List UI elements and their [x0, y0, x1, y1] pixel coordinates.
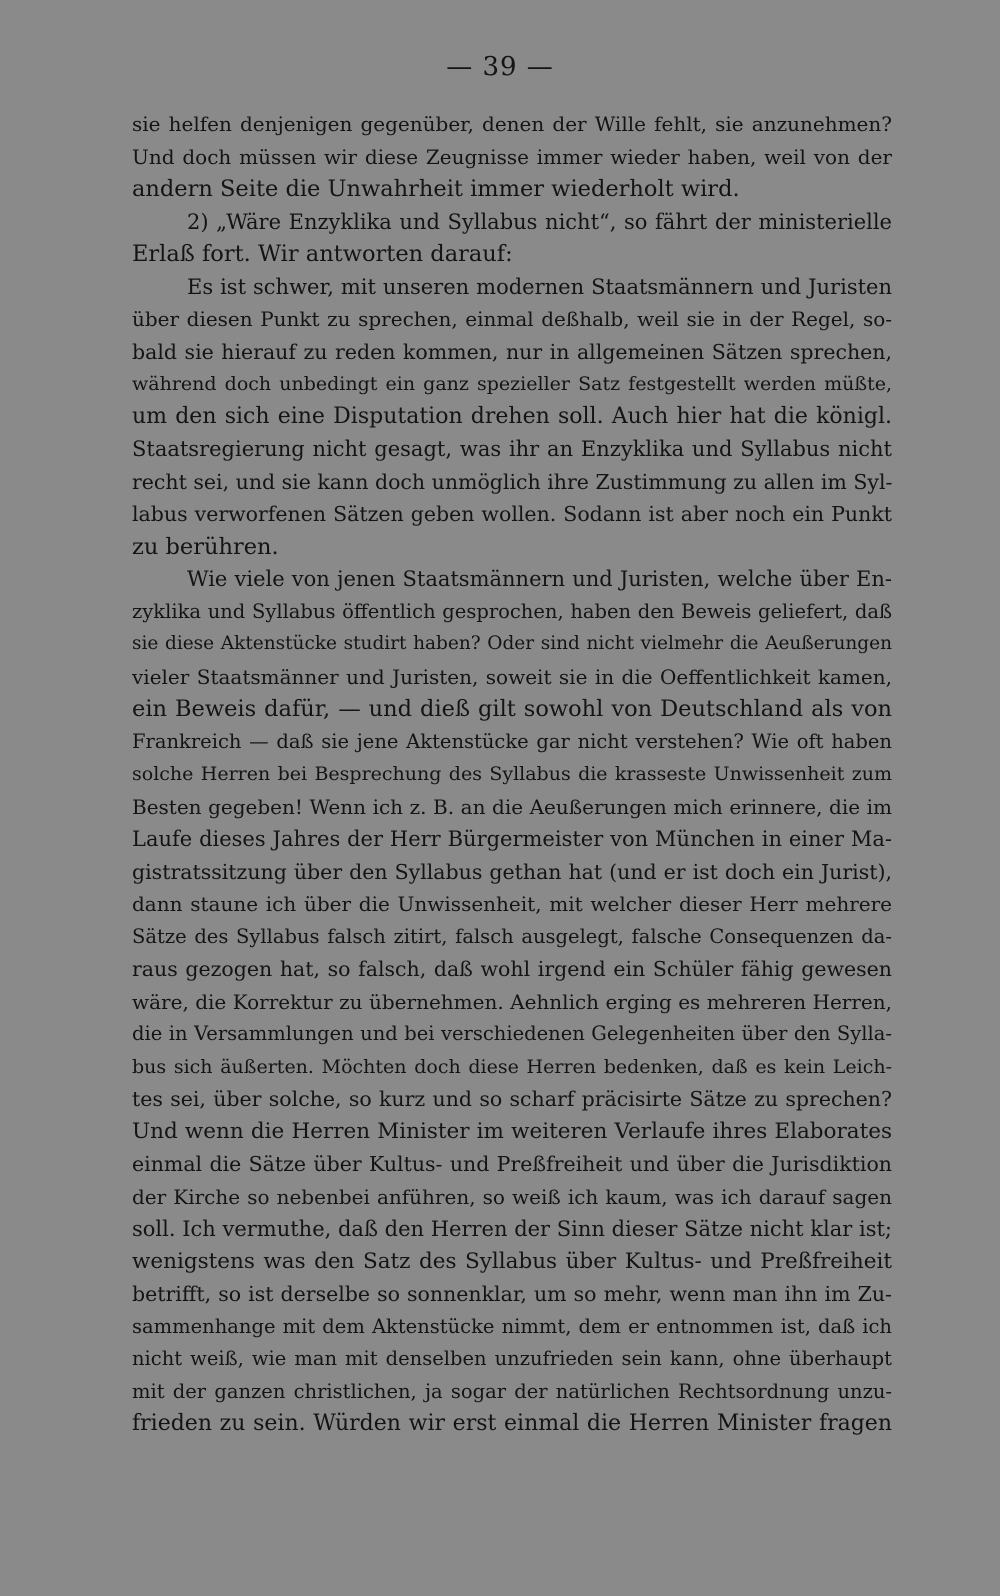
text-line: zu berühren.: [132, 533, 279, 560]
text-line: der Kirche so nebenbei anführen, so weiß ich kaum, was ich darauf sagen: [132, 1184, 892, 1209]
text-line: Erlaß fort. Wir antworten darauf:: [132, 241, 513, 267]
text-line: Frankreich — daß sie jene Aktenstücke gar nicht verstehen? Wie oft haben: [132, 729, 892, 753]
text-line: ein Beweis dafür, — und dieß gilt sowohl von Deutschland als von: [132, 696, 892, 722]
text-line: einmal die Sätze über Kultus- und Preßfreiheit und über die Jurisdiktion: [132, 1152, 892, 1176]
text-line: Besten gegeben! Wenn ich z. B. an die Aeußerungen mich erinnere, die im: [132, 794, 892, 819]
text-line: Es ist schwer, mit unseren modernen Staatsmännern und Juristen: [187, 274, 892, 299]
text-line: die in Versammlungen und bei verschiedenen Gelegenheiten über den Sylla-: [132, 1022, 892, 1045]
text-line: Und wenn die Herren Minister im weiteren Verlaufe ihres Elaborates: [132, 1118, 892, 1144]
text-line: raus gezogen hat, so falsch, daß wohl irgend ein Schüler fähig gewesen: [132, 957, 892, 981]
text-line: Wie viele von jenen Staatsmännern und Juristen, welche über En-: [187, 567, 892, 591]
text-line: gistratssitzung über den Syllabus gethan hat (und er ist doch ein Jurist),: [132, 859, 892, 884]
text-line: andern Seite die Unwahrheit immer wiederholt wird.: [132, 176, 740, 202]
text-line: bus sich äußerten. Möchten doch diese Herren bedenken, daß es kein Leich-: [132, 1055, 892, 1078]
text-line: vieler Staatsmänner und Juristen, soweit sie in die Oeffentlichkeit kamen,: [132, 664, 892, 689]
text-line: 2) „Wäre Enzyklika und Syllabus nicht“, so fährt der ministerielle: [187, 209, 892, 234]
body-text: [132, 108, 892, 1441]
text-line: sie helfen denjenigen gegenüber, denen der Wille fehlt, sie anzunehmen?: [132, 112, 892, 136]
text-line: tes sei, über solche, so kurz und so scharf präcisirte Sätze zu sprechen?: [132, 1087, 892, 1111]
text-line: Und doch müssen wir diese Zeugnisse immer wieder haben, weil von der: [132, 144, 892, 169]
page-number: — 39 —: [446, 52, 554, 82]
text-line: frieden zu sein. Würden wir erst einmal die Herren Minister fragen: [132, 1411, 892, 1436]
text-line: um den sich eine Disputation drehen soll. Auch hier hat die königl.: [132, 403, 892, 429]
text-line: während doch unbedingt ein ganz spezieller Satz festgestellt werden müßte,: [132, 373, 892, 395]
text-line: soll. Ich vermuthe, daß den Herren der Sinn dieser Sätze nicht klar ist;: [132, 1217, 892, 1241]
text-line: recht sei, und sie kann doch unmöglich ihre Zustimmung zu allen im Syl-: [132, 469, 892, 494]
text-line: betrifft, so ist derselbe so sonnenklar, um so mehr, wenn man ihn im Zu-: [132, 1282, 892, 1306]
text-line: sie diese Aktenstücke studirt haben? Oder sind nicht vielmehr die Aeußerungen: [132, 633, 892, 654]
text-line: über diesen Punkt zu sprechen, einmal deßhalb, weil sie in der Regel, so-: [132, 307, 892, 331]
text-line: wäre, die Korrektur zu übernehmen. Aehnlich erging es mehreren Herren,: [132, 989, 892, 1014]
text-line: Laufe dieses Jahres der Herr Bürgermeister von München in einer Ma-: [132, 827, 892, 851]
text-line: solche Herren bei Besprechung des Syllabus die krasseste Unwissenheit zum: [132, 763, 892, 785]
text-line: labus verworfenen Sätzen geben wollen. Sodann ist aber noch ein Punkt: [132, 502, 892, 526]
text-line: nicht weiß, wie man mit denselben unzufrieden sein kann, ohne überhaupt: [132, 1347, 892, 1370]
text-line: mit der ganzen christlichen, ja sogar der natürlichen Rechtsordnung unzu-: [132, 1379, 892, 1403]
text-line: Staatsregierung nicht gesagt, was ihr an Enzyklika und Syllabus nicht: [132, 437, 892, 461]
text-line: wenigstens was den Satz des Syllabus über Kultus- und Preßfreiheit: [132, 1248, 892, 1274]
text-line: sammenhange mit dem Aktenstücke nimmt, dem er entnommen ist, daß ich: [132, 1314, 892, 1338]
text-line: bald sie hierauf zu reden kommen, nur in allgemeinen Sätzen sprechen,: [132, 339, 892, 364]
text-line: Sätze des Syllabus falsch zitirt, falsch ausgelegt, falsche Consequenzen da-: [132, 924, 892, 948]
text-line: dann staune ich über die Unwissenheit, mit welcher dieser Herr mehrere: [132, 892, 892, 916]
text-line: zyklika und Syllabus öffentlich gesprochen, haben den Beweis geliefert, daß: [132, 599, 892, 623]
